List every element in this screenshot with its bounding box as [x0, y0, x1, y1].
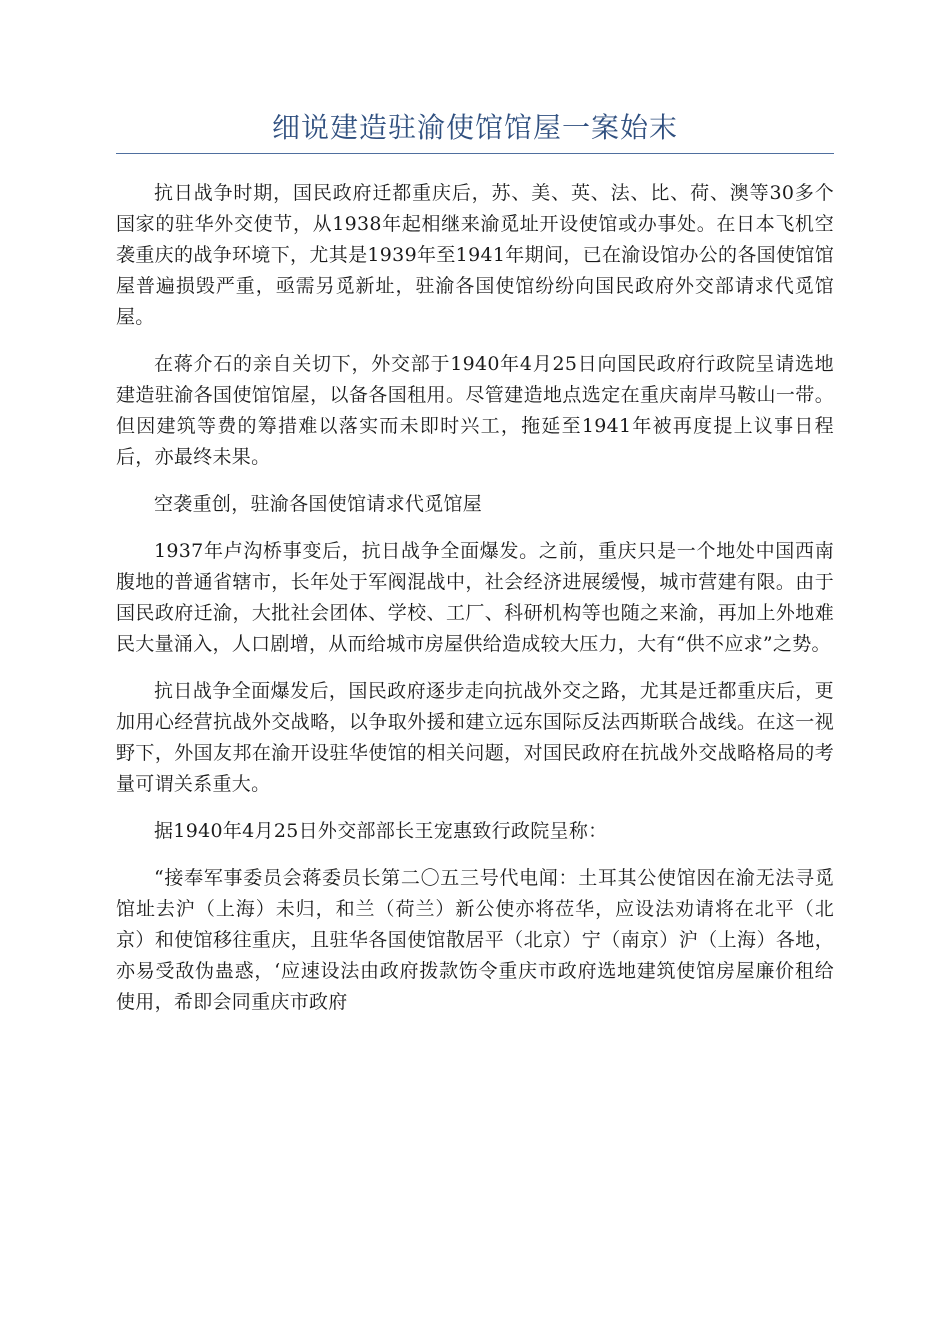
title-underline [116, 153, 834, 154]
paragraph-5: 据1940年4月25日外交部部长王宠惠致行政院呈称： [154, 820, 608, 842]
paragraph-3: 1937年卢沟桥事变后，抗日战争全面爆发。之前，重庆只是一个地处中国西南腹地的普通省辖市，长年处于军阀混战中，社会经济进展缓慢，城市营建有限。由于国民政府迁渝，大批社会团体、学校、工厂、科研机构等也随之来渝，再加上外地难民大量涌入，人口剧增，从而给城市房屋供给造成较大压力，大有“供不应求”之势。 [116, 540, 834, 655]
paragraph-6-quote: “接奉军事委员会蒋委员长第二〇五三号代电闻：土耳其公使馆因在渝无法寻觅馆址去沪（上海）未归，和兰（荷兰）新公使亦将莅华，应设法劝请将在北平（北京）和使馆移往重庆，且驻华各国使馆散居平（北京）宁（南京）沪（上海）各地，亦易受敌伪蛊惑，‘应速设法由政府拨款饬令重庆市政府选地建筑使馆房屋廉价租给使用，希即会同重庆市政府 [116, 867, 834, 1013]
paragraph-4: 抗日战争全面爆发后，国民政府逐步走向抗战外交之路，尤其是迁都重庆后，更加用心经营抗战外交战略，以争取外援和建立远东国际反法西斯联合战线。在这一视野下，外国友邦在渝开设驻华使馆的相关问题，对国民政府在抗战外交战略格局的考量可谓关系重大。 [116, 680, 834, 795]
paragraph-1: 抗日战争时期，国民政府迁都重庆后，苏、美、英、法、比、荷、澳等30多个国家的驻华外交使节，从1938年起相继来渝觅址开设使馆或办事处。在日本飞机空袭重庆的战争环境下，尤其是1939年至1941年期间，已在渝设馆办公的各国使馆馆屋普遍损毁严重，亟需另觅新址，驻渝各国使馆纷纷向国民政府外交部请求代觅馆屋。 [116, 182, 834, 328]
page-title: 细说建造驻渝使馆馆屋一案始末 [271, 111, 678, 144]
section-heading: 空袭重创，驻渝各国使馆请求代觅馆屋 [154, 493, 483, 515]
paragraph-2: 在蒋介石的亲自关切下，外交部于1940年4月25日向国民政府行政院呈请选地建造驻渝各国使馆馆屋，以备各国租用。尽管建造地点选定在重庆南岸马鞍山一带。但因建筑等费的筹措难以落实而未即时兴工，拖延至1941年被再度提上议事日程后，亦最终未果。 [116, 353, 834, 468]
document-body [116, 178, 834, 1034]
